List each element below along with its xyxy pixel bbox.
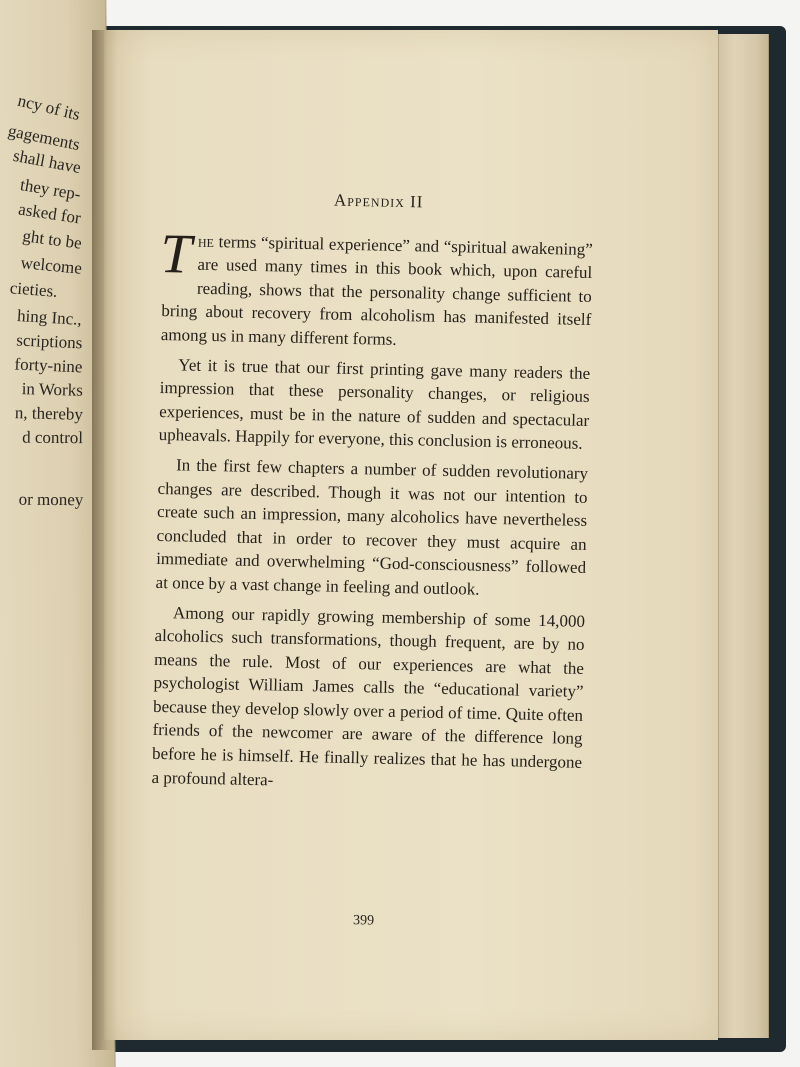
left-line: welcome xyxy=(19,253,83,278)
left-line: d control xyxy=(22,427,84,448)
appendix-heading: Appendix II xyxy=(333,190,424,212)
dropcap-rest: he xyxy=(197,231,215,251)
paragraph: Among our rapidly growing membership of some 14,000 alcoholics such transformations, though frequent, are by no means the rule. Most of our experiences are what the psychologist William James calls the “educational variety” because they develop slowly over a period of time. Quite often friends of the newcomer are aware of the difference long before he is himself. He finally realizes that he has undergone a profound altera- xyxy=(151,602,586,790)
left-line: gagements xyxy=(6,120,82,155)
left-line: shall have xyxy=(11,145,82,178)
left-line: forty-nine xyxy=(14,354,83,377)
left-line: or money xyxy=(18,489,84,510)
page-number: 399 xyxy=(352,913,375,929)
page-content xyxy=(151,185,594,929)
left-line: scriptions xyxy=(15,330,83,353)
page-edges xyxy=(712,34,769,1038)
paragraph: In the first few chapters a number of sudden revolutionary changes are described. Though it was not our intention to create such an impression, many alcoholics have nevertheless concluded that in order to recover they must acquire an immediate and overwhelming “God-consciousness” followed at once by a vast change in feeling and outlook. xyxy=(155,455,589,599)
paragraph: Yet it is true that our first printing gave many readers the impression that these personality changes, or religious experiences, must be in the nature of sudden and spectacular upheavals. Happily for everyone, this conclusion is erroneous. xyxy=(158,354,591,454)
dropcap-letter: T xyxy=(159,222,193,286)
left-line: hing Inc., xyxy=(16,305,83,329)
right-page xyxy=(104,30,718,1040)
left-line: cieties. xyxy=(9,278,59,301)
left-line: they rep- xyxy=(18,175,83,204)
gutter-shadow xyxy=(92,30,118,1050)
left-line: in Works xyxy=(21,379,83,400)
paragraph-text: terms “spiritual experience” and “spiritual awakening” are used many times in this book which, upon careful reading, shows that the personality change sufficient to bring about recovery from alcoholism has manifested itself among us in many different forms. xyxy=(160,231,593,349)
left-line: asked for xyxy=(17,199,83,228)
left-line: ncy of its xyxy=(15,90,82,125)
left-line: n, thereby xyxy=(14,403,84,424)
paragraph xyxy=(159,222,593,356)
left-line: ght to be xyxy=(20,226,83,253)
